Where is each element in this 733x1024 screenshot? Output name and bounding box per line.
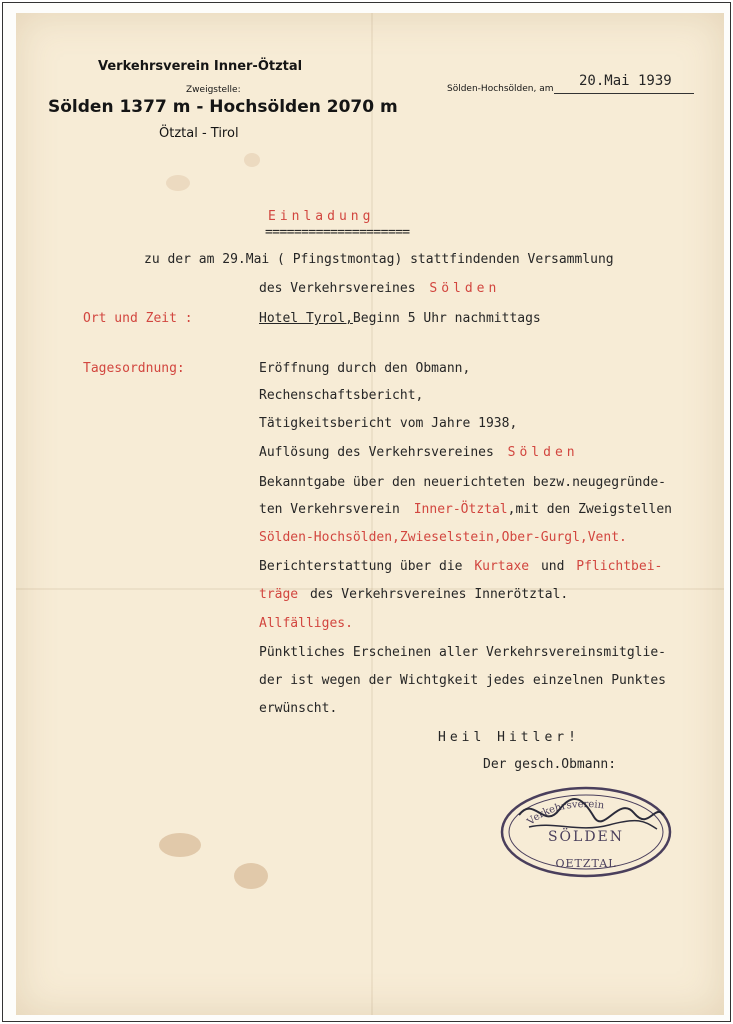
invitation-title: Einladung: [268, 209, 375, 224]
intro-line-2-text: des Verkehrsvereines: [259, 281, 416, 296]
stamp-place: SÖLDEN: [547, 829, 625, 845]
intro-line-2: [259, 281, 500, 296]
agenda-item-4-text: Auflösung des Verkehrsvereines: [259, 445, 494, 460]
date-place-label: Sölden-Hochsölden, am: [447, 84, 554, 94]
agenda-item-8-red2: Pflichtbei-: [576, 559, 663, 574]
page-frame: [2, 2, 731, 1022]
signature-scribble-2: [529, 821, 657, 829]
agenda-item-8-a: Berichterstattung über die: [259, 559, 463, 574]
agenda-item-9-text: des Verkehrsvereines Innerötztal.: [309, 587, 569, 602]
location-line: Sölden 1377 m - Hochsölden 2070 m: [48, 97, 398, 117]
agenda-item-6-red: Inner-Ötztal: [413, 502, 508, 517]
place-time-label: Ort und Zeit :: [83, 311, 193, 326]
agenda-item-6: [259, 502, 672, 517]
greeting: Heil Hitler!: [438, 730, 580, 745]
stain-3: [166, 175, 190, 191]
agenda-label: Tagesordnung:: [83, 361, 185, 376]
start-time: Beginn 5 Uhr nachmittags: [352, 311, 541, 326]
agenda-item-4-place: Sölden: [507, 445, 579, 460]
agenda-item-5: Bekanntgabe über den neuerichteten bezw.neugegründe-: [259, 475, 666, 490]
branch-label: Zweigstelle:: [186, 85, 241, 95]
stain-1: [159, 833, 201, 857]
agenda-item-9-red: träge: [259, 587, 299, 602]
title-underline: ====================: [265, 225, 410, 240]
agenda-item-6-suffix: ,mit den Zweigstellen: [507, 502, 673, 517]
date-underline: [554, 93, 694, 94]
intro-place: Sölden: [429, 281, 501, 296]
stamp-valley: OETZTAL: [555, 857, 617, 870]
letter-paper: [16, 13, 724, 1015]
closing-line-1: Pünktliches Erscheinen aller Verkehrsvereinsmitglie-: [259, 645, 666, 660]
signer-role: Der gesch.Obmann:: [483, 757, 617, 772]
agenda-item-8-b: und: [540, 559, 565, 574]
stain-4: [244, 153, 260, 167]
agenda-item-3: Tätigkeitsbericht vom Jahre 1938,: [259, 416, 518, 431]
venue: Hotel Tyrol,: [259, 311, 353, 326]
stain-2: [234, 863, 268, 889]
agenda-item-2: Rechenschaftsbericht,: [259, 388, 424, 403]
agenda-item-7: Sölden-Hochsölden,Zwieselstein,Ober-Gurgl,Vent.: [259, 530, 627, 545]
intro-line-1: zu der am 29.Mai ( Pfingstmontag) stattfindenden Versammlung: [144, 252, 614, 267]
place-time-value: [259, 311, 541, 326]
agenda-item-4: [259, 445, 579, 460]
closing-line-2: der ist wegen der Wichtgkeit jedes einzelnen Punktes: [259, 673, 666, 688]
org-name: Verkehrsverein Inner-Ötztal: [98, 59, 303, 74]
agenda-item-1: Eröffnung durch den Obmann,: [259, 361, 471, 376]
agenda-item-8-red1: Kurtaxe: [474, 559, 530, 574]
stamp-arc-path: Verkehrsverein: [525, 799, 605, 828]
closing-line-3: erwünscht.: [259, 701, 338, 716]
stamp-seal: [499, 785, 673, 880]
region-line: Ötztal - Tirol: [159, 126, 239, 141]
agenda-item-6-text: ten Verkehrsverein: [259, 502, 400, 517]
date-value: 20.Mai 1939: [579, 73, 672, 89]
agenda-item-10: Allfälliges.: [259, 616, 353, 631]
agenda-item-8: [259, 559, 662, 574]
agenda-item-9: [259, 587, 568, 602]
